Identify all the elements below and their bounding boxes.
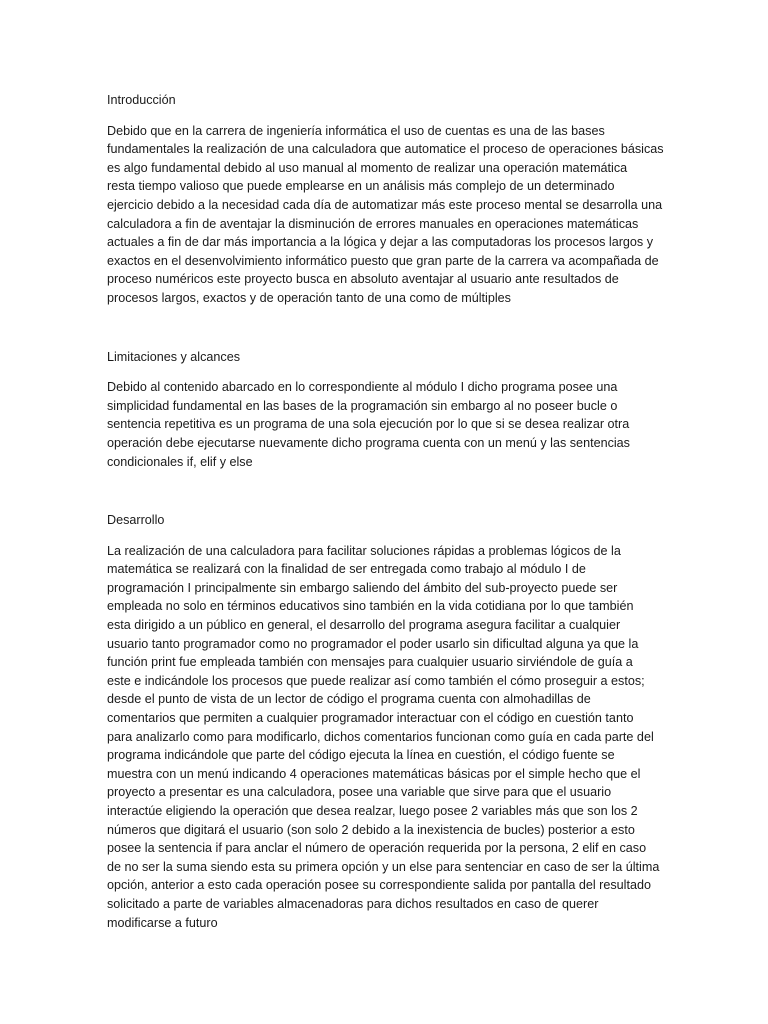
document-page: [107, 88, 675, 932]
text-line: Debido que en la carrera de ingeniería informática el uso de cuentas es una de las bases: [107, 123, 605, 138]
text-line: muestra con un menú indicando 4 operaciones matemáticas básicas por el simple hecho que el: [107, 766, 641, 781]
text-line: Debido al contenido abarcado en lo correspondiente al módulo I dicho programa posee una: [107, 380, 618, 395]
text-line: proceso numéricos este proyecto busca en absoluto aventajar al usuario ante resultados de: [107, 272, 619, 287]
text-line: fundamentales la realización de una calculadora que automatice el proceso de operaciones básicas: [107, 142, 664, 157]
text-line: empleada no solo en términos educativos sino también en la vida cotidiana por lo que también: [107, 599, 634, 614]
section-heading-limitaciones: Limitaciones y alcances: [107, 349, 240, 364]
text-line: solicitado a parte de variables almacenadoras para dichos resultados en caso de querer: [107, 896, 599, 911]
text-line: función print fue empleada también con mensajes para cualquier usuario sirviéndole de guía a: [107, 655, 633, 670]
text-line: ejercicio debido a la necesidad cada día de automatizar más este proceso mental se desarrolla una: [107, 197, 663, 212]
text-line: comentarios que permiten a cualquier programador interactuar con el código en cuestión tanto: [107, 711, 634, 726]
text-line: usuario tanto programador como no programador el poder usarlo sin dificultad alguna ya que la: [107, 636, 639, 651]
text-line: es algo fundamental debido al uso manual al momento de realizar una operación matemática: [107, 160, 628, 175]
text-line: esta dirigido a un público en general, el desarrollo del programa asegura facilitar a cualquier: [107, 618, 621, 633]
text-line: desde el punto de vista de un lector de código el programa cuenta con almohadillas de: [107, 692, 591, 707]
text-line: condicionales if, elif y else: [107, 454, 253, 469]
text-line: interactúe eligiendo la operación que desea realzar, luego posee 2 variables más que son los 2: [107, 804, 638, 818]
text-line: actuales a fin de dar más importancia a la lógica y dejar a las computadoras los procesos largos y: [107, 235, 654, 250]
section-heading-introduccion: Introducción: [107, 93, 176, 107]
text-line: programación I principalmente sin embargo saliendo del ámbito del sub-proyecto puede ser: [107, 580, 618, 595]
text-line: programa indicándole que parte del código ejecuta la línea en cuestión, el código fuente se: [107, 748, 615, 763]
paragraph-desarrollo: [107, 542, 675, 932]
text-line: de no ser la suma siendo esta su primera opción y un else para sentenciar en caso de ser la última: [107, 859, 660, 874]
text-line: La realización de una calculadora para facilitar soluciones rápidas a problemas lógicos de la: [107, 543, 621, 558]
text-line: exactos en el desenvolvimiento informático puesto que gran parte de la carrera va acompañada de: [107, 253, 659, 268]
text-line: opción, anterior a esto cada operación posee su correspondiente salida por pantalla del resultado: [107, 878, 651, 893]
text-line: operación debe ejecutarse nuevamente dicho programa cuenta con un menú y las sentencias: [107, 435, 630, 450]
paragraph-introduccion: [107, 122, 675, 308]
text-line: procesos largos, exactos y de operación tanto de una como de múltiples: [107, 290, 511, 305]
text-line: para analizarlo como para modificarlo, dichos comentarios funcionan como guía en cada parte del: [107, 729, 654, 744]
paragraph-limitaciones: [107, 378, 675, 471]
text-line: matemática se realizará con la finalidad de ser entregada como trabajo al módulo I de: [107, 562, 586, 577]
text-line: resta tiempo valioso que puede emplearse en un análisis más complejo de un determinado: [107, 179, 615, 194]
text-line: sentencia repetitiva es un programa de una sola ejecución por lo que si se desea realizar otra: [107, 417, 630, 432]
text-line: calculadora a fin de aventajar la disminución de errores manuales en operaciones matemáticas: [107, 216, 639, 231]
text-line: números que digitará el usuario (son solo 2 debido a la inexistencia de bucles) posterior a esto: [107, 822, 635, 837]
section-heading-desarrollo: Desarrollo: [107, 513, 165, 528]
text-line: este e indicándole los procesos que puede realizar así como también el cómo proseguir a estos;: [107, 673, 645, 688]
text-line: proyecto a presentar es una calculadora, posee una variable que sirve para que el usuario: [107, 785, 612, 800]
text-line: simplicidad fundamental en las bases de la programación sin embargo al no poseer bucle o: [107, 398, 618, 413]
text-line: modificarse a futuro: [107, 915, 218, 930]
text-line: posee la sentencia if para anclar el número de operación requerida por la persona, 2 elif en caso: [107, 841, 647, 856]
